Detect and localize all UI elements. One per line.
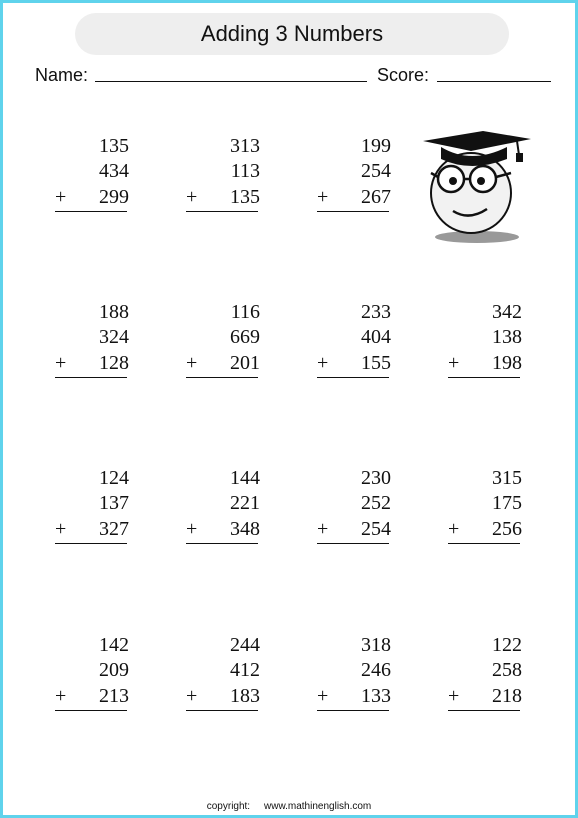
addend-2: 252 — [361, 492, 391, 514]
addend-1: 142 — [99, 634, 129, 656]
addend-1: 124 — [99, 467, 129, 489]
addition-problem — [317, 466, 393, 546]
plus-sign: + — [448, 518, 460, 540]
answer-line — [317, 377, 389, 378]
addition-problem — [448, 633, 524, 713]
addend-2: 137 — [99, 492, 129, 514]
addend-2: 209 — [99, 659, 129, 681]
addend-3: 135 — [230, 186, 260, 208]
plus-sign: + — [186, 352, 198, 374]
plus-sign: + — [317, 352, 329, 374]
answer-line — [317, 710, 389, 711]
addition-problem — [186, 300, 262, 380]
addend-2: 669 — [230, 326, 260, 348]
addend-2: 113 — [230, 160, 260, 182]
addend-3: 198 — [492, 352, 522, 374]
addend-1: 342 — [492, 301, 522, 323]
plus-sign: + — [448, 685, 460, 707]
answer-line — [186, 377, 258, 378]
addend-2: 138 — [492, 326, 522, 348]
addition-problem — [186, 134, 262, 214]
addend-1: 230 — [361, 467, 391, 489]
answer-line — [186, 543, 258, 544]
addend-2: 254 — [361, 160, 391, 182]
addend-3: 213 — [99, 685, 129, 707]
website-link[interactable]: www.mathinenglish.com — [264, 801, 372, 812]
addend-2: 246 — [361, 659, 391, 681]
answer-line — [55, 543, 127, 544]
answer-line — [317, 543, 389, 544]
plus-sign: + — [55, 352, 67, 374]
score-blank-line — [437, 81, 551, 82]
addition-problem — [448, 300, 524, 380]
plus-sign: + — [186, 518, 198, 540]
addend-3: 348 — [230, 518, 260, 540]
plus-sign: + — [317, 518, 329, 540]
addend-2: 412 — [230, 659, 260, 681]
name-blank-line — [95, 81, 367, 82]
addend-3: 299 — [99, 186, 129, 208]
plus-sign: + — [55, 685, 67, 707]
addition-problem — [317, 300, 393, 380]
addend-1: 135 — [99, 135, 129, 157]
addition-problem — [317, 134, 393, 214]
addend-1: 199 — [361, 135, 391, 157]
copyright-label: copyright: — [206, 801, 251, 812]
answer-line — [448, 543, 520, 544]
addend-1: 116 — [230, 301, 260, 323]
addition-problem — [317, 633, 393, 713]
name-score-row — [35, 63, 551, 89]
addend-2: 221 — [230, 492, 260, 514]
addend-1: 318 — [361, 634, 391, 656]
answer-line — [55, 377, 127, 378]
addition-problem — [55, 300, 131, 380]
addend-2: 404 — [361, 326, 391, 348]
addition-problem — [186, 633, 262, 713]
addend-3: 254 — [361, 518, 391, 540]
footer — [3, 801, 575, 812]
plus-sign: + — [55, 518, 67, 540]
addend-3: 201 — [230, 352, 260, 374]
answer-line — [317, 211, 389, 212]
plus-sign: + — [317, 186, 329, 208]
name-label: Name: — [35, 65, 89, 85]
addend-3: 133 — [361, 685, 391, 707]
addend-3: 267 — [361, 186, 391, 208]
addend-1: 315 — [492, 467, 522, 489]
plus-sign: + — [317, 685, 329, 707]
addend-3: 327 — [99, 518, 129, 540]
addition-problem — [55, 633, 131, 713]
addend-1: 244 — [230, 634, 260, 656]
addend-3: 155 — [361, 352, 391, 374]
addend-1: 122 — [492, 634, 522, 656]
addend-2: 258 — [492, 659, 522, 681]
addend-1: 188 — [99, 301, 129, 323]
addend-1: 313 — [230, 135, 260, 157]
answer-line — [448, 710, 520, 711]
plus-sign: + — [186, 685, 198, 707]
addend-3: 183 — [230, 685, 260, 707]
addition-problem — [448, 466, 524, 546]
addend-2: 324 — [99, 326, 129, 348]
addend-1: 233 — [361, 301, 391, 323]
addition-problem — [55, 466, 131, 546]
answer-line — [186, 211, 258, 212]
addend-3: 128 — [99, 352, 129, 374]
worksheet-title: Adding 3 Numbers — [75, 13, 509, 55]
addend-3: 256 — [492, 518, 522, 540]
plus-sign: + — [186, 186, 198, 208]
graduate-smiley-icon — [413, 125, 535, 247]
answer-line — [186, 710, 258, 711]
addend-2: 175 — [492, 492, 522, 514]
addition-problem — [186, 466, 262, 546]
answer-line — [55, 710, 127, 711]
addend-1: 144 — [230, 467, 260, 489]
answer-line — [448, 377, 520, 378]
answer-line — [55, 211, 127, 212]
addend-2: 434 — [99, 160, 129, 182]
plus-sign: + — [448, 352, 460, 374]
score-label: Score: — [377, 65, 430, 85]
addition-problem — [55, 134, 131, 214]
addend-3: 218 — [492, 685, 522, 707]
plus-sign: + — [55, 186, 67, 208]
